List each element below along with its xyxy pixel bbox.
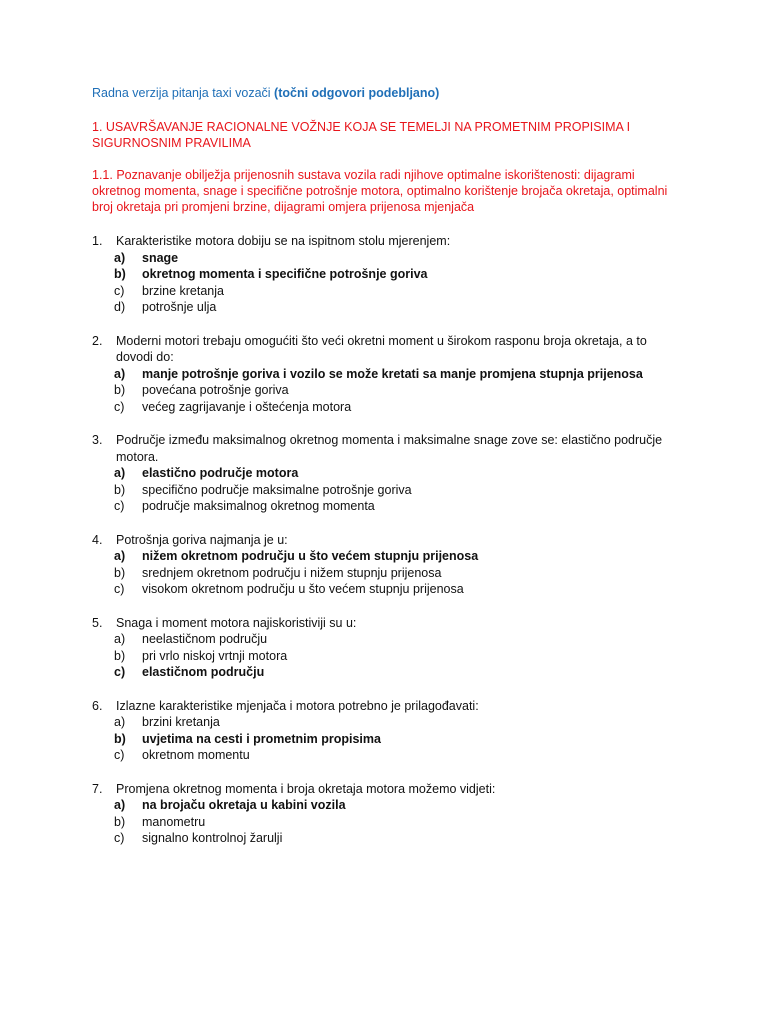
answer-option-correct	[92, 731, 682, 748]
option-letter: b)	[114, 482, 126, 497]
option-text: uvjetima na cesti i prometnim propisima	[142, 731, 381, 746]
answer-option	[92, 565, 682, 582]
option-letter: a)	[114, 549, 126, 563]
option-letter: c)	[114, 283, 125, 298]
option-letter: c)	[114, 582, 125, 596]
answer-option	[92, 747, 682, 764]
title-plain: Radna verzija pitanja taxi vozači	[92, 86, 275, 100]
question-line	[92, 781, 682, 798]
question-text: Područje između maksimalnog okretnog momenta i maksimalne snage zove se: elastično područje motora.	[116, 433, 663, 464]
question-item	[92, 233, 682, 316]
question-text: Promjena okretnog momenta i broja okretaja motora možemo vidjeti:	[116, 781, 496, 796]
question-number: 3.	[92, 433, 103, 447]
question-list	[92, 233, 682, 864]
document-title	[92, 86, 439, 100]
answer-option-correct	[92, 548, 682, 565]
question-item	[92, 532, 682, 598]
answer-option	[92, 498, 682, 515]
question-item	[92, 333, 682, 416]
option-text: brzini kretanja	[142, 715, 220, 729]
answer-option	[92, 482, 682, 499]
question-item	[92, 615, 682, 681]
option-text: signalno kontrolnoj žarulji	[142, 831, 283, 845]
question-item	[92, 781, 682, 847]
option-text: elastično područje motora	[142, 466, 299, 480]
answer-option-correct	[92, 250, 682, 267]
option-text: na brojaču okretaja u kabini vozila	[142, 798, 346, 812]
option-letter: a)	[114, 632, 126, 646]
question-number: 6.	[92, 698, 103, 713]
question-text: Karakteristike motora dobiju se na ispitnom stolu mjerenjem:	[116, 234, 451, 248]
option-letter: b)	[114, 814, 126, 829]
answer-option	[92, 581, 682, 598]
option-text: okretnom momentu	[142, 748, 250, 762]
option-text: snage	[142, 250, 179, 265]
option-letter: c)	[114, 831, 125, 845]
question-line	[92, 233, 682, 250]
answer-option-correct	[92, 797, 682, 814]
option-letter: b)	[114, 648, 126, 663]
question-line	[92, 333, 682, 366]
option-text: područje maksimalnog okretnog momenta	[142, 499, 375, 513]
question-line	[92, 615, 682, 632]
option-text: specifično područje maksimalne potrošnje goriva	[142, 482, 412, 497]
option-text: brzine kretanja	[142, 283, 224, 298]
answer-option	[92, 382, 682, 399]
answer-option	[92, 283, 682, 300]
answer-option	[92, 714, 682, 731]
question-text: Izlazne karakteristike mjenjača i motora potrebno je prilagođavati:	[116, 698, 479, 713]
answer-option	[92, 814, 682, 831]
answer-option-correct	[92, 465, 682, 482]
option-text: potrošnje ulja	[142, 300, 217, 314]
question-text: Potrošnja goriva najmanja je u:	[116, 532, 288, 547]
option-letter: a)	[114, 250, 126, 265]
question-number: 7.	[92, 781, 103, 796]
question-line	[92, 698, 682, 715]
subsection-heading: 1.1. Poznavanje obilježja prijenosnih sustava vozila radi njihove optimalne iskorištenosti: dijagrami okretnog momenta, snage i specifične potrošnje motora, optimalno korištenje brojača okretaja, optimalni broj okretaja pri promjeni brzine, dijagrami omjera prijenosa mjenjača	[92, 168, 668, 214]
option-text: manometru	[142, 814, 206, 829]
question-item	[92, 432, 682, 515]
answer-option	[92, 399, 682, 416]
option-letter: b)	[114, 731, 126, 746]
option-letter: d)	[114, 300, 126, 314]
option-text: manje potrošnje goriva i vozilo se može kretati sa manje promjena stupnja prijenosa	[142, 366, 643, 381]
option-letter: c)	[114, 399, 125, 414]
option-text: povećana potrošnje goriva	[142, 383, 289, 397]
answer-option-correct	[92, 366, 682, 383]
question-text: Snaga i moment motora najiskoristiviji su u:	[116, 615, 357, 630]
answer-option	[92, 648, 682, 665]
option-letter: c)	[114, 748, 125, 762]
option-letter: a)	[114, 366, 126, 381]
section-heading: 1. USAVRŠAVANJE RACIONALNE VOŽNJE KOJA SE TEMELJI NA PROMETNIM PROPISIMA I SIGURNOSNIM PRAVILIMA	[92, 120, 631, 150]
question-number: 5.	[92, 615, 103, 630]
option-text: većeg zagrijavanje i oštećenja motora	[142, 399, 352, 414]
option-text: neelastičnom području	[142, 632, 268, 646]
option-text: pri vrlo niskoj vrtnji motora	[142, 648, 288, 663]
question-line	[92, 532, 682, 549]
answer-option	[92, 299, 682, 316]
option-letter: b)	[114, 565, 126, 580]
option-letter: a)	[114, 798, 126, 812]
option-text: okretnog momenta i specifične potrošnje goriva	[142, 267, 428, 281]
question-item	[92, 698, 682, 764]
option-letter: a)	[114, 466, 126, 480]
question-text: Moderni motori trebaju omogućiti što veći okretni moment u širokom rasponu broja okretaja, a to dovodi do:	[116, 333, 647, 364]
option-letter: b)	[114, 383, 126, 397]
answer-option-correct	[92, 266, 682, 283]
question-number: 1.	[92, 234, 103, 248]
title-bold: (točni odgovori podebljano)	[274, 86, 440, 100]
answer-option-correct	[92, 664, 682, 681]
option-letter: a)	[114, 715, 126, 729]
option-text: nižem okretnom području u što većem stupnju prijenosa	[142, 549, 479, 563]
option-letter: c)	[114, 499, 125, 513]
question-line	[92, 432, 682, 465]
option-text: visokom okretnom području u što većem stupnju prijenosa	[142, 582, 464, 596]
option-letter: c)	[114, 665, 126, 679]
option-letter: b)	[114, 267, 126, 281]
question-number: 2.	[92, 333, 103, 348]
option-text: elastičnom području	[142, 665, 265, 679]
answer-option	[92, 631, 682, 648]
option-text: srednjem okretnom području i nižem stupnju prijenosa	[142, 565, 442, 580]
question-number: 4.	[92, 532, 103, 547]
answer-option	[92, 830, 682, 847]
